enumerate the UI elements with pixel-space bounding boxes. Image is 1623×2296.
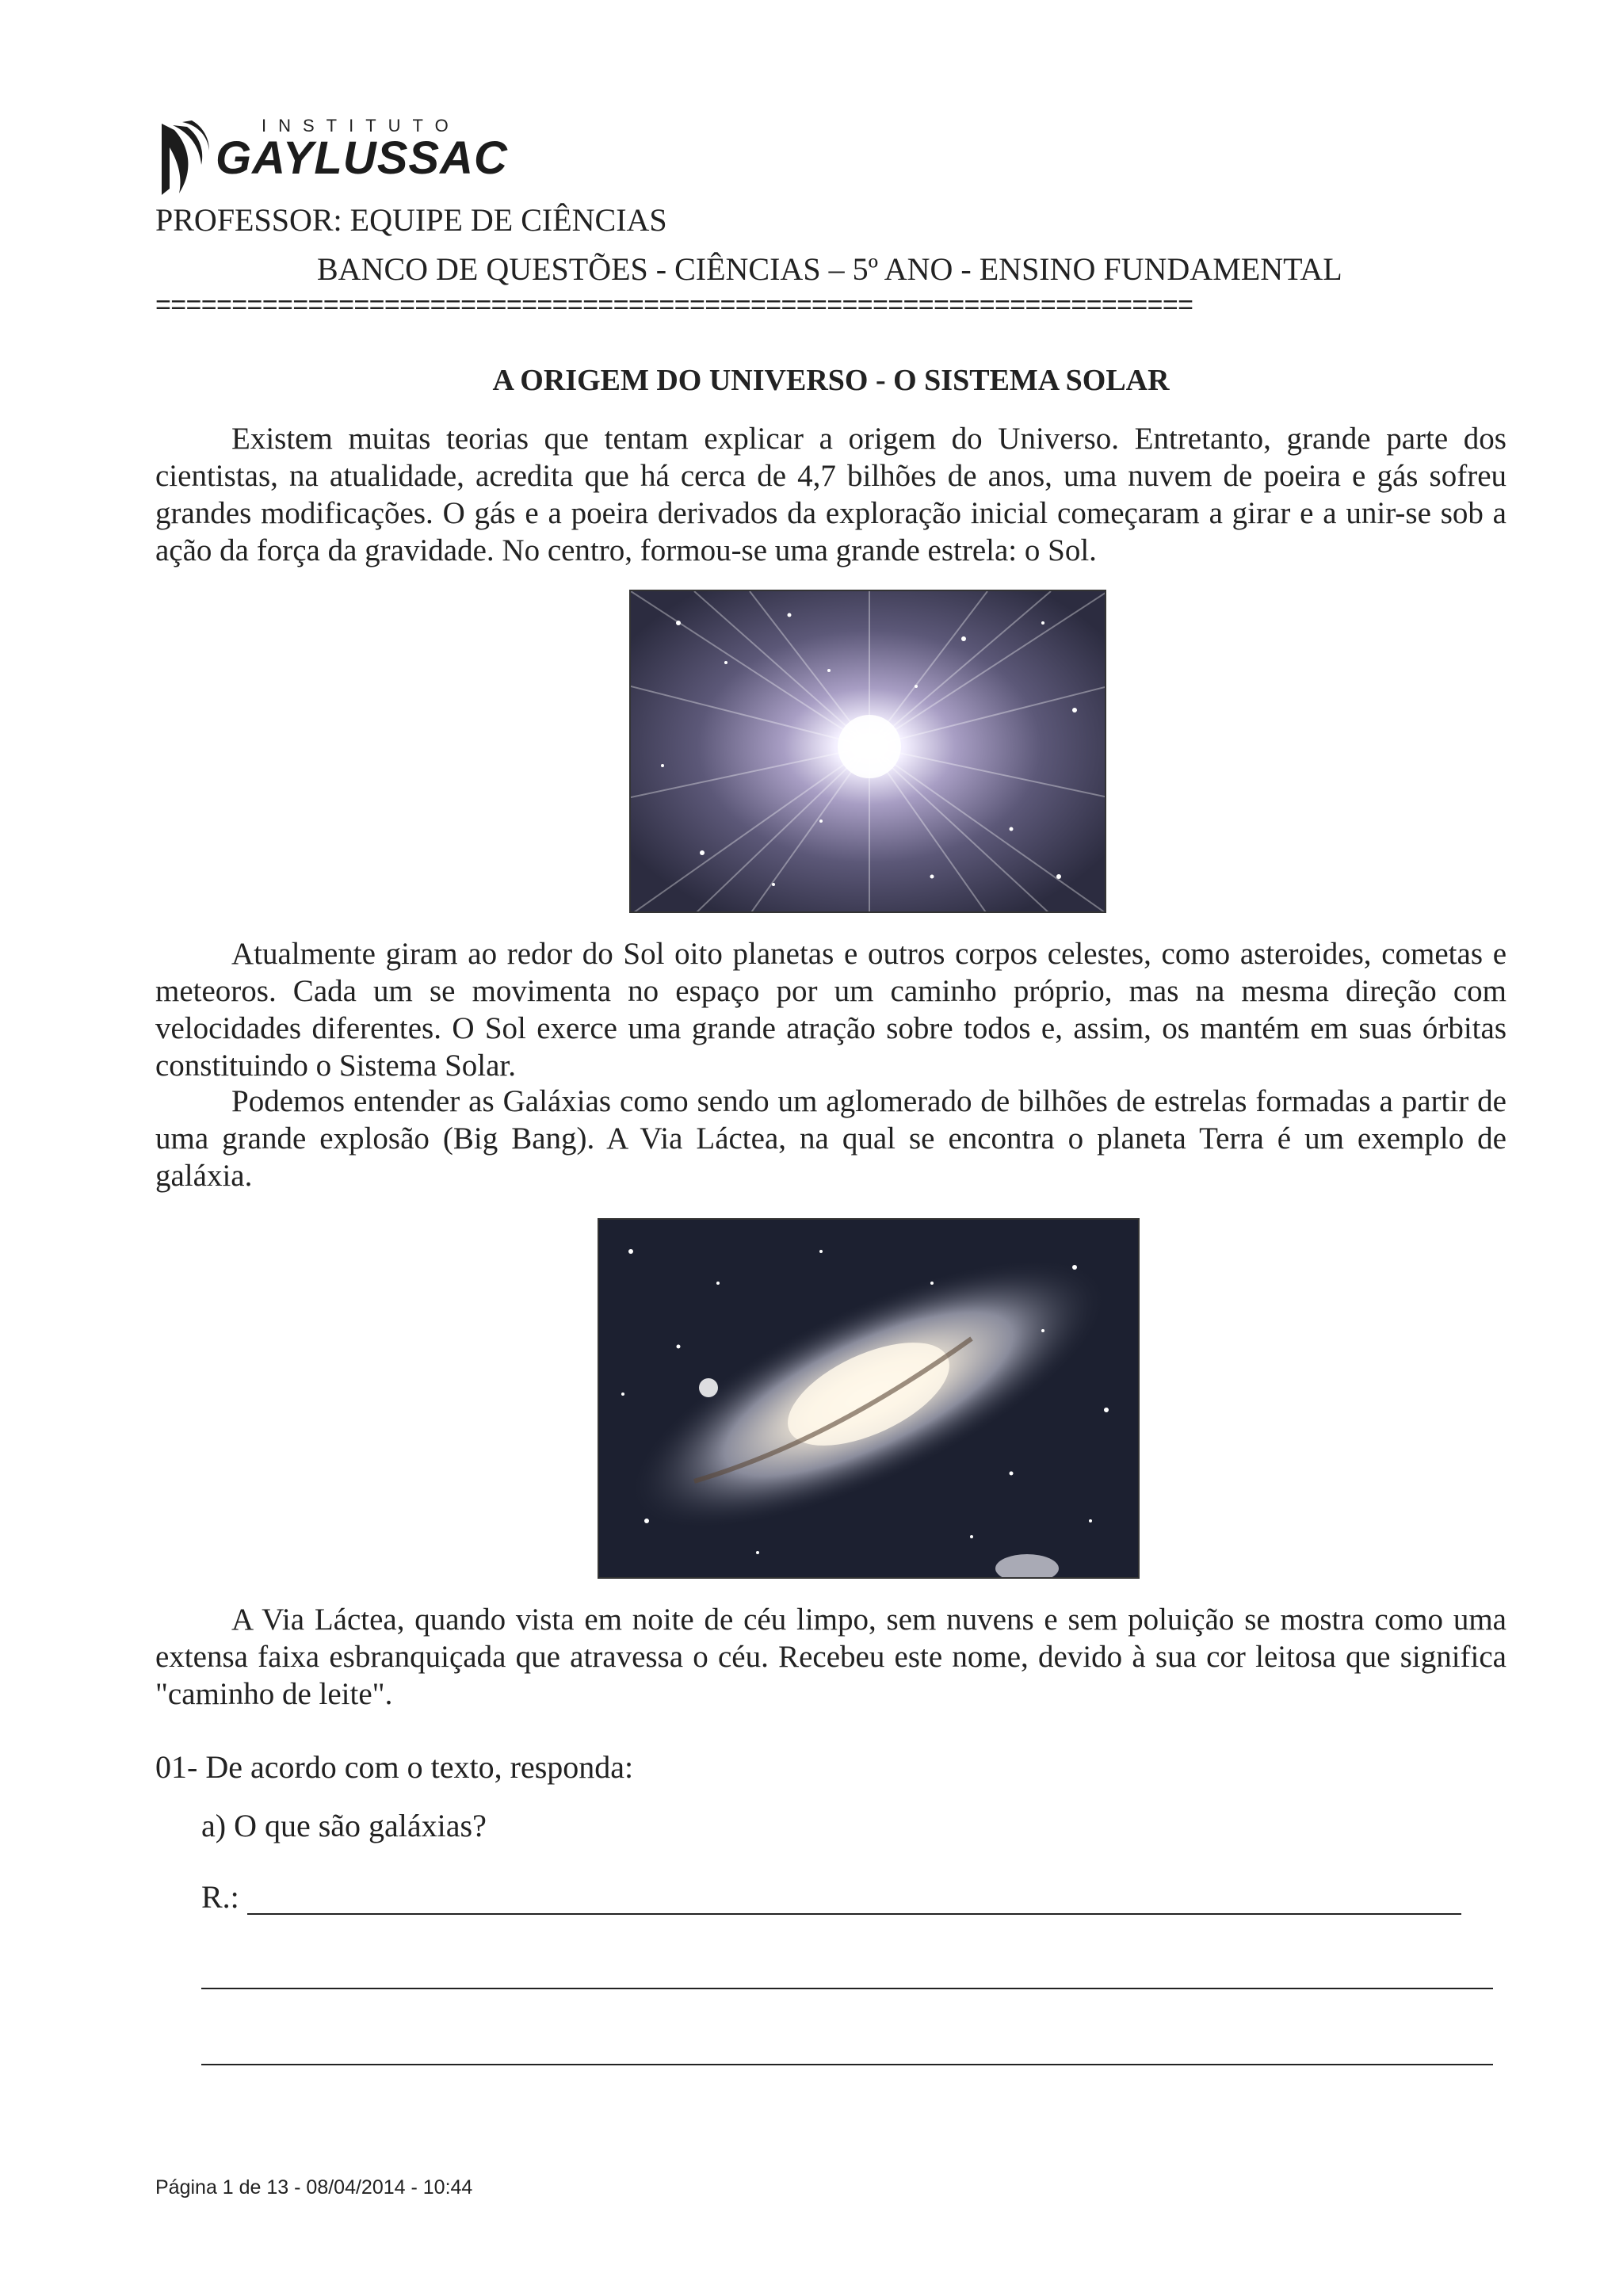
paragraph-origin: Existem muitas teorias que tentam explicar a origem do Universo. Entretanto, grande parte dos cientistas, na atualidade, acredita que há cerca de 4,7 bilhões de anos, uma nuvem de poeira e gás sofreu grandes modificações. O gás e a poeira derivados da exploração inicial começaram a girar e a unir-se sob a ação da força da gravidade. No centro, formou-se uma grande estrela: o Sol.	[155, 422, 1507, 567]
professor-line: PROFESSOR: EQUIPE DE CIÊNCIAS	[155, 202, 667, 238]
question-item-a: a) O que são galáxias?	[201, 1808, 487, 1843]
paragraph-milky-way: A Via Láctea, quando vista em noite de céu limpo, sem nuvens e sem poluição se mostra como uma extensa faixa esbranquiçada que atravessa o céu. Recebeu este nome, devido à sua cor leitosa que significa "caminho de leite".	[155, 1603, 1507, 1711]
answer-label: R.:	[201, 1879, 239, 1915]
logo-emblem-icon	[155, 116, 211, 198]
galaxy-image	[598, 1218, 1140, 1579]
page-footer: Página 1 de 13 - 08/04/2014 - 10:44	[155, 2176, 473, 2199]
logo-name-text: GAYLUSSAC	[216, 132, 508, 184]
question-01: 01- De acordo com o texto, responda:	[155, 1749, 634, 1785]
big-bang-image	[629, 590, 1106, 913]
answer-line-3[interactable]	[201, 2064, 1493, 2065]
bank-subtitle: BANCO DE QUESTÕES - CIÊNCIAS – 5º ANO - ENSINO FUNDAMENTAL	[317, 251, 1342, 287]
answer-line-2[interactable]	[201, 1988, 1493, 1989]
answer-line-1[interactable]	[247, 1913, 1461, 1915]
paragraph-solar-system: Atualmente giram ao redor do Sol oito planetas e outros corpos celestes, como asteroides, cometas e meteoros. Cada um se movimenta no espaço por um caminho próprio, mas na mesma direção com velocidades diferentes. O Sol exerce uma grande atração sobre todos e, assim, os mantém em suas órbitas constituindo o Sistema Solar.	[155, 937, 1507, 1083]
separator-rule: ====================================================================	[155, 290, 1193, 320]
logo-institute-text: INSTITUTO	[262, 116, 460, 136]
page-title: A ORIGEM DO UNIVERSO - O SISTEMA SOLAR	[492, 364, 1170, 397]
paragraph-galaxies: Podemos entender as Galáxias como sendo um aglomerado de bilhões de estrelas formadas a partir de uma grande explosão (Big Bang). A Via Láctea, na qual se encontra o planeta Terra é um exemplo de galáxia.	[155, 1084, 1507, 1193]
gaylussac-logo	[155, 116, 512, 198]
